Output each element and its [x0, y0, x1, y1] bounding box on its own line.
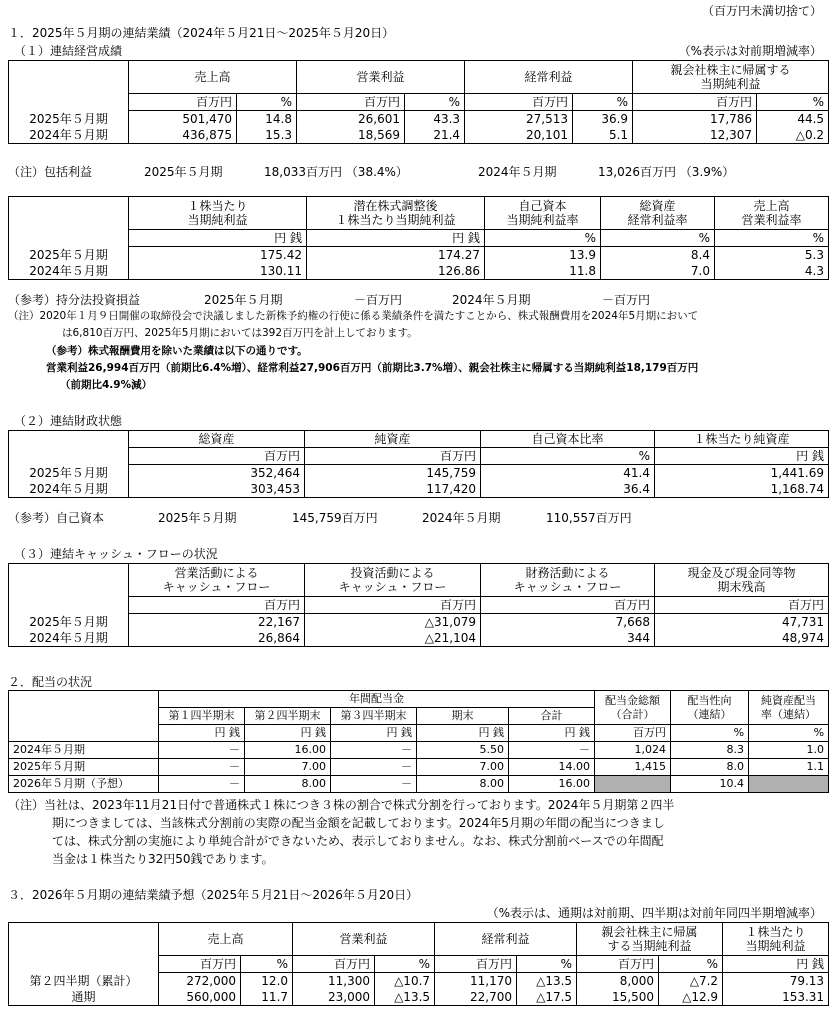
unit: 百万円 — [465, 94, 573, 111]
value: 110,557百万円 — [546, 511, 632, 525]
unit: % — [659, 956, 723, 973]
value: 13,026百万円 （3.9%） — [598, 165, 735, 179]
unit: 円 銭 — [655, 448, 829, 465]
table-row: 2025年５月期 － 7.00 － 7.00 14.00 1,415 8.0 1.1 — [9, 759, 829, 776]
unit: % — [573, 94, 633, 111]
operating-results-heading: （１）連結経営成績 — [14, 44, 123, 58]
unit: 百万円 — [305, 597, 481, 614]
unit: 百万円 — [435, 956, 517, 973]
unit: 百万円 — [129, 448, 305, 465]
stock-comp-ref: 営業利益26,994百万円（前期比6.4%増）、経常利益27,906百万円（前期比3.7%増）、親会社株主に帰属する当期純利益18,179百万円 — [46, 362, 699, 374]
dividends-table — [8, 690, 829, 793]
value: －百万円 — [354, 293, 403, 307]
unit: 百万円 — [577, 956, 659, 973]
unit: 百万円 — [159, 956, 241, 973]
unit: % — [241, 956, 293, 973]
unit: 百万円 — [293, 956, 375, 973]
value: 18,033百万円 （38.4%） — [264, 165, 408, 179]
col-total: 合計 — [509, 708, 595, 725]
unit: 円 銭 — [307, 230, 485, 247]
row-label: 2024年５月期 — [9, 481, 129, 498]
col-q1: 第１四半期末 — [159, 708, 245, 725]
row-label: 2025年５月期 — [9, 614, 129, 631]
equity-capital-label: （参考）自己資本 — [8, 511, 105, 525]
col-financing-cf: 財務活動による キャッシュ・フロー — [481, 564, 655, 597]
table-row: 2024年５月期 26,864 △21,104 344 48,974 — [9, 630, 829, 647]
row-label: 第２四半期（累計） — [9, 973, 159, 990]
col-ordinary-profit: 経常利益 — [435, 923, 577, 956]
col-payout-ratio: 配当性向 （連結） — [671, 691, 749, 725]
unit: % — [517, 956, 577, 973]
unit: 百万円 — [305, 448, 481, 465]
operating-results-table — [8, 60, 829, 144]
per-share-table — [8, 196, 829, 280]
period-label: 2024年５月期 — [422, 511, 501, 525]
percent-note: （%表示は対前期増減率） — [678, 44, 822, 58]
row-label: 2024年５月期 — [9, 263, 129, 280]
row-label: 2025年５月期 — [9, 111, 129, 128]
unit: % — [237, 94, 297, 111]
col-diluted-eps: 潜在株式調整後 １株当たり当期純利益 — [307, 197, 485, 230]
dividend-note: 当金は１株当たり32円50銭であります。 — [52, 852, 274, 866]
table-row: 2024年５月期 － 16.00 － 5.50 － 1,024 8.3 1.0 — [9, 742, 829, 759]
section-1-title: １．2025年５月期の連結業績（2024年５月21日～2025年５月20日） — [8, 26, 395, 40]
unit-note: （百万円未満切捨て） — [701, 4, 822, 18]
col-total-dividend: 配当金総額 （合計） — [595, 691, 671, 725]
row-label: 2026年５月期（予想） — [9, 776, 159, 793]
unit: 百万円 — [655, 597, 829, 614]
col-q2: 第２四半期末 — [245, 708, 331, 725]
section-2-title: ２．配当の状況 — [8, 675, 93, 689]
table-row: 2024年５月期 130.11 126.86 11.8 7.0 4.3 — [9, 263, 829, 280]
unit: % — [715, 230, 829, 247]
unit: % — [481, 448, 655, 465]
col-eps: １株当たり 当期純利益 — [129, 197, 307, 230]
unit: % — [375, 956, 435, 973]
col-roe: 自己資本 当期純利益率 — [485, 197, 601, 230]
table-row: 2024年５月期 436,875 15.3 18,569 21.4 20,101 5.1 12,307 △0.2 — [9, 127, 829, 144]
stock-comp-ref: （前期比4.9%減） — [60, 379, 153, 391]
period-label: 2024年５月期 — [452, 293, 531, 307]
table-row: 2025年５月期 22,167 △31,079 7,668 47,731 — [9, 614, 829, 631]
unit: % — [757, 94, 829, 111]
unit: % — [405, 94, 465, 111]
unit: 百万円 — [481, 597, 655, 614]
col-equity-ratio: 自己資本比率 — [481, 431, 655, 448]
row-label: 2024年５月期 — [9, 127, 129, 144]
equity-method-label: （参考）持分法投資損益 — [8, 293, 141, 307]
unit: 円 銭 — [159, 725, 245, 742]
comprehensive-income-label: （注）包括利益 — [8, 165, 93, 179]
col-net-assets: 純資産 — [305, 431, 481, 448]
unit: 円 銭 — [509, 725, 595, 742]
forecast-percent-note: （%表示は、通期は対前期、四半期は対前年同四半期増減率） — [486, 906, 822, 920]
col-q3: 第３四半期末 — [331, 708, 417, 725]
value: 145,759百万円 — [292, 511, 378, 525]
unit: 百万円 — [595, 725, 671, 742]
cash-flow-heading: （３）連結キャッシュ・フローの状況 — [14, 547, 218, 561]
col-cash-end: 現金及び現金同等物 期末残高 — [655, 564, 829, 597]
col-eps: １株当たり 当期純利益 — [723, 923, 829, 956]
col-sales: 売上高 — [129, 61, 297, 94]
dividend-note: ては、株式分割の実施により単純合計ができないため、表示しておりません。なお、株式分割前ベースでの年間配 — [52, 834, 664, 848]
row-label: 2024年５月期 — [9, 742, 159, 759]
cash-flow-table — [8, 563, 829, 647]
col-year-end: 期末 — [417, 708, 509, 725]
dividend-note: （注）当社は、2023年11月21日付で普通株式１株につき３株の割合で株式分割を行っております。2024年５月期第２四半 — [8, 798, 675, 812]
col-roa: 総資産 経常利益率 — [601, 197, 715, 230]
col-total-assets: 総資産 — [129, 431, 305, 448]
col-net-profit: 親会社株主に帰属する 当期純利益 — [633, 61, 829, 94]
period-label: 2025年５月期 — [144, 165, 223, 179]
annual-dividend-header: 年間配当金 — [159, 691, 595, 708]
col-operating-profit: 営業利益 — [293, 923, 435, 956]
stock-comp-ref: （参考）株式報酬費用を除いた業績は以下の通りです。 — [46, 345, 308, 357]
shaded-cell — [595, 776, 671, 793]
dividend-note: 期につきましては、当該株式分割前の実際の配当金額を記載しております。2024年5月期の年間の配当につきまし — [52, 816, 665, 830]
col-net-profit: 親会社株主に帰属 する当期純利益 — [577, 923, 723, 956]
unit: 百万円 — [297, 94, 405, 111]
col-operating-cf: 営業活動による キャッシュ・フロー — [129, 564, 305, 597]
table-row: 2025年５月期 175.42 174.27 13.9 8.4 5.3 — [9, 247, 829, 264]
table-row: 2026年５月期（予想） － 8.00 － 8.00 16.00 10.4 — [9, 776, 829, 793]
period-label: 2024年５月期 — [478, 165, 557, 179]
unit: % — [671, 725, 749, 742]
stock-comp-note: は6,810百万円、2025年5月期においては392百万円を計上しております。 — [62, 327, 418, 339]
col-operating-margin: 売上高 営業利益率 — [715, 197, 829, 230]
unit: 円 銭 — [331, 725, 417, 742]
section-3-title: ３．2026年５月期の連結業績予想（2025年５月21日～2026年５月20日） — [8, 888, 419, 902]
unit: 百万円 — [129, 94, 237, 111]
unit: 円 銭 — [129, 230, 307, 247]
col-doe: 純資産配当 率（連結） — [749, 691, 829, 725]
period-label: 2025年５月期 — [204, 293, 283, 307]
value: －百万円 — [602, 293, 651, 307]
financial-position-table — [8, 430, 829, 498]
unit: % — [601, 230, 715, 247]
unit: 百万円 — [129, 597, 305, 614]
row-label: 2025年５月期 — [9, 759, 159, 776]
financial-position-heading: （２）連結財政状態 — [14, 414, 123, 428]
unit: % — [749, 725, 829, 742]
shaded-cell — [749, 776, 829, 793]
unit: 円 銭 — [417, 725, 509, 742]
row-label: 2024年５月期 — [9, 630, 129, 647]
table-row: 2025年５月期 501,470 14.8 26,601 43.3 27,513 36.9 17,786 44.5 — [9, 111, 829, 128]
unit: 円 銭 — [245, 725, 331, 742]
row-label: 通期 — [9, 989, 159, 1006]
unit: % — [485, 230, 601, 247]
table-row: 2025年５月期 352,464 145,759 41.4 1,441.69 — [9, 465, 829, 482]
col-investing-cf: 投資活動による キャッシュ・フロー — [305, 564, 481, 597]
table-row: 2024年５月期 303,453 117,420 36.4 1,168.74 — [9, 481, 829, 498]
col-ordinary-profit: 経常利益 — [465, 61, 633, 94]
unit: 百万円 — [633, 94, 757, 111]
forecast-table — [8, 922, 829, 1006]
stock-comp-note: （注）2020年１月９日開催の取締役会で決議しました新株予約権の行使に係る業績条件を満たすことから、株式報酬費用を2024年5月期において — [8, 310, 699, 322]
period-label: 2025年５月期 — [158, 511, 237, 525]
unit: 円 銭 — [723, 956, 829, 973]
row-label: 2025年５月期 — [9, 247, 129, 264]
row-label: 2025年５月期 — [9, 465, 129, 482]
col-sales: 売上高 — [159, 923, 293, 956]
table-row: 第２四半期（累計） 272,000 12.0 11,300 △10.7 11,170 △13.5 8,000 △7.2 79.13 — [9, 973, 829, 990]
col-operating-profit: 営業利益 — [297, 61, 465, 94]
table-row: 通期 560,000 11.7 23,000 △13.5 22,700 △17.5 15,500 △12.9 153.31 — [9, 989, 829, 1006]
col-bps: １株当たり純資産 — [655, 431, 829, 448]
